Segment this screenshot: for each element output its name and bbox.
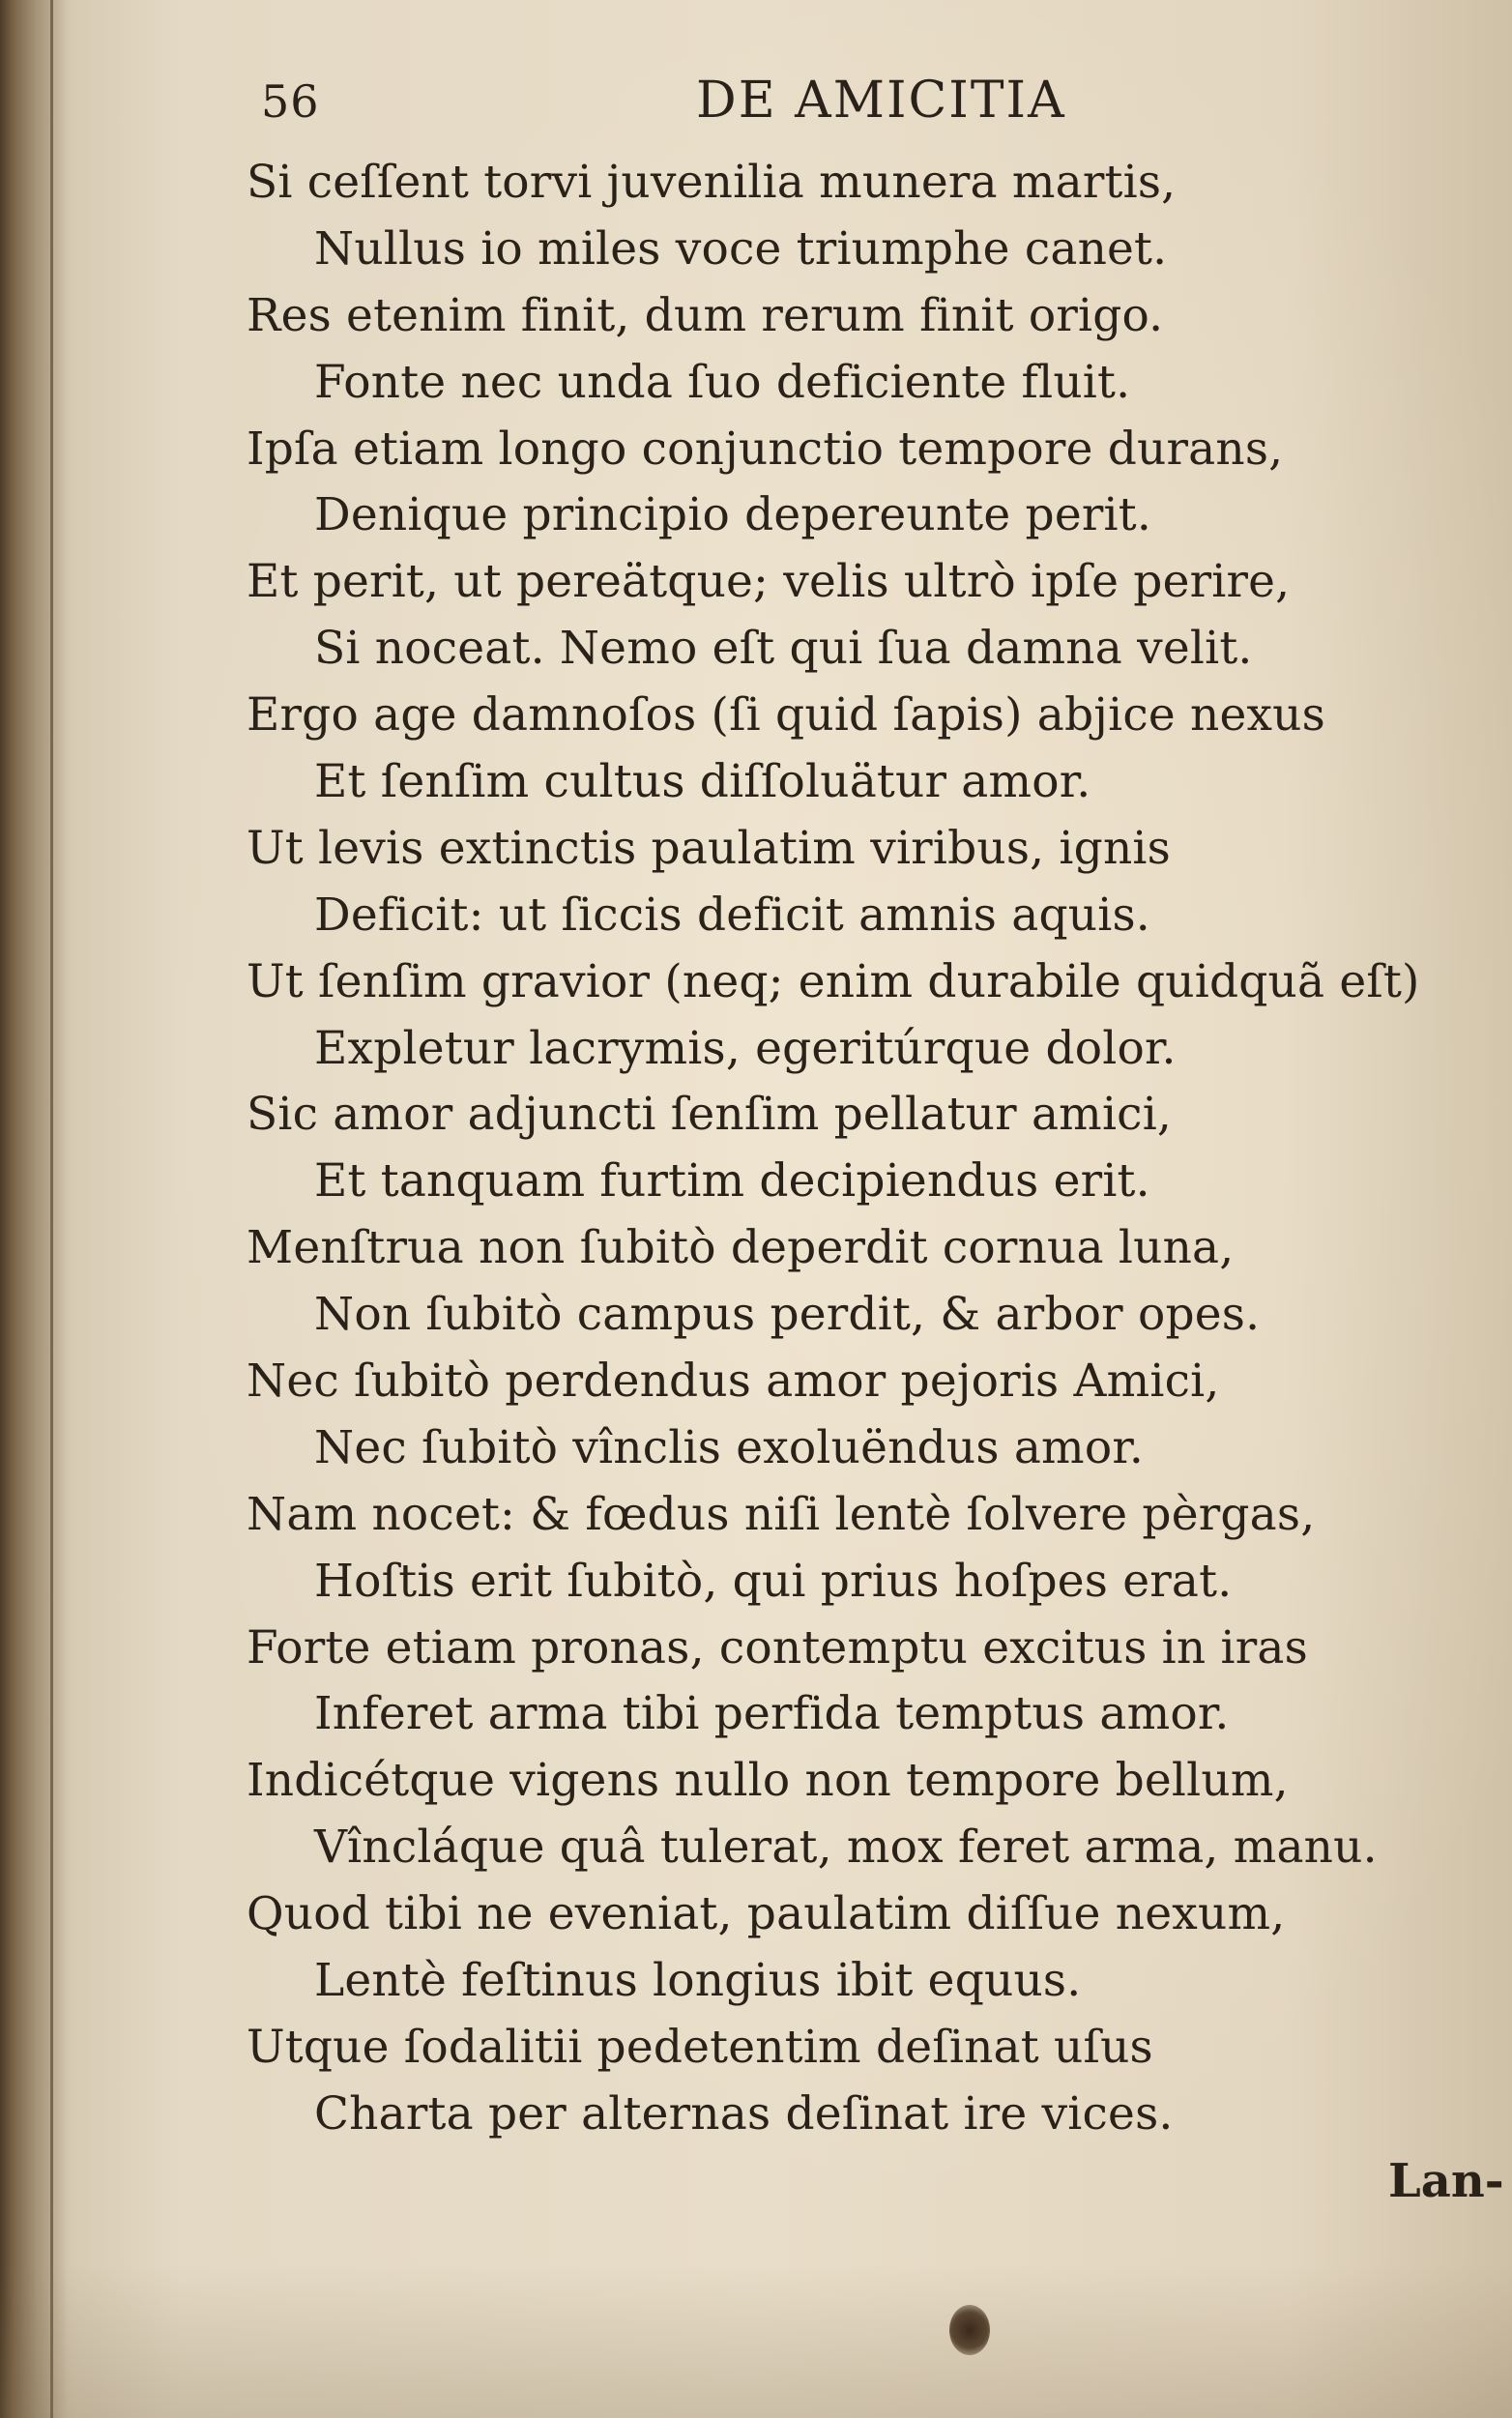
catchword: Lan- (1388, 2154, 1504, 2208)
verse-line: Et tanquam furtim decipiendus erit. (314, 1154, 1150, 1209)
verse-line: Res etenim finit, dum rerum finit origo. (247, 288, 1164, 342)
poem-body (247, 150, 1503, 2148)
verse-line: Nec ſubitò vînclis exoluëndus amor. (314, 1420, 1144, 1474)
verse-line: Utque ſodalitii pedetentim deſinat uſus (247, 2020, 1153, 2074)
verse-line: Expletur lacrymis, egeritúrque dolor. (314, 1021, 1177, 1075)
running-title: DE AMICITIA (696, 72, 1066, 130)
book-gutter (0, 0, 68, 2418)
ink-stain (949, 2305, 990, 2355)
gutter-fold-line (50, 0, 53, 2418)
verse-line: Et ſenſim cultus diſſoluätur amor. (314, 755, 1091, 809)
verse-line: Ergo age damnoſos (ſi quid ſapis) abjice nexus (247, 688, 1325, 743)
verse-line: Nam nocet: & fœdus niſi lentè ſolvere pèrgas, (247, 1487, 1316, 1541)
verse-line: Inferet arma tibi perfida temptus amor. (314, 1687, 1230, 1741)
verse-line: Si ceſſent torvi juvenilia munera martis, (247, 156, 1177, 209)
verse-line: Quod tibi ne eveniat, paulatim diſſue nexum, (247, 1887, 1286, 1941)
page-number: 56 (261, 75, 320, 128)
verse-line: Sic amor adjuncti ſenſim pellatur amici, (247, 1088, 1173, 1142)
page-header (261, 66, 1228, 143)
verse-line: Fonte nec unda ſuo deficiente fluit. (314, 355, 1131, 409)
verse-line: Si noceat. Nemo eſt qui ſua damna velit. (314, 622, 1253, 676)
verse-line: Hoſtis erit ſubitò, qui prius hoſpes erat. (314, 1554, 1233, 1608)
verse-line: Ipſa etiam longo conjunctio tempore durans, (247, 422, 1284, 476)
verse-line: Nec ſubitò perdendus amor pejoris Amici, (247, 1355, 1220, 1409)
verse-line: Denique principio depereunte perit. (314, 488, 1151, 542)
verse-line: Et perit, ut pereätque; velis ultrò ipſe perire, (247, 555, 1291, 609)
verse-line: Deficit: ut ſiccis deficit amnis aquis. (314, 888, 1150, 942)
verse-line: Forte etiam pronas, contemptu excitus in iras (247, 1620, 1308, 1675)
verse-line: Lentè feſtinus longius ibit equus. (314, 1954, 1082, 2008)
verse-line: Ut levis extinctis paulatim viribus, ignis (247, 821, 1171, 875)
verse-line: Menſtrua non ſubitò deperdit cornua luna, (247, 1221, 1235, 1275)
verse-line: Charta per alternas deſinat ire vices. (314, 2086, 1174, 2141)
page-bottom-shading (0, 2263, 1512, 2418)
verse-line: Nullus io miles voce triumphe canet. (314, 221, 1168, 276)
verse-line: Non ſubitò campus perdit, & arbor opes. (314, 1288, 1261, 1342)
verse-line: Indicétque vigens nullo non tempore bellum, (247, 1754, 1289, 1808)
verse-line: Ut ſenſim gravior (neq; enim durabile quidquã eſt) (247, 954, 1420, 1008)
verse-line: Vîncláque quâ tulerat, mox feret arma, manu. (314, 1821, 1378, 1875)
